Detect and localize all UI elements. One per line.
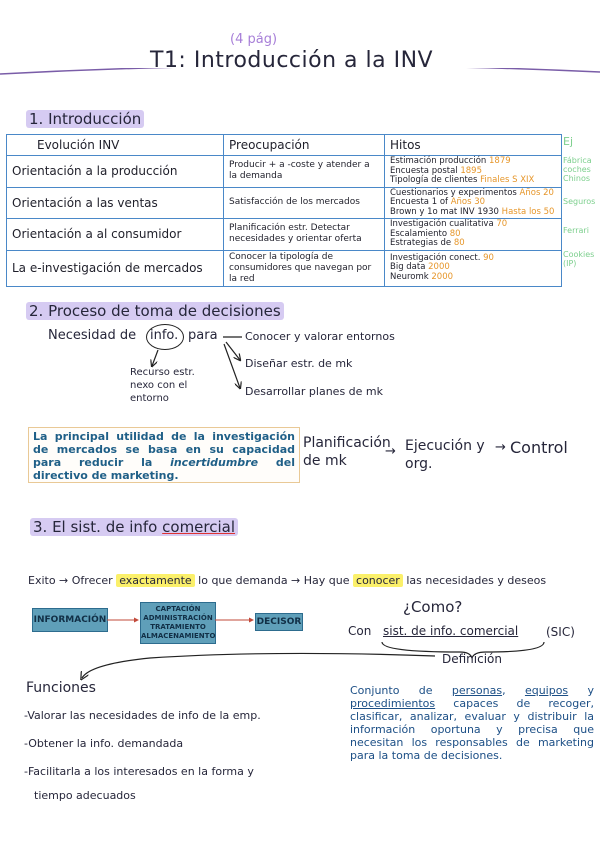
sic-term: sist. de info. comercial: [383, 624, 519, 638]
table-row: [7, 187, 562, 219]
branch-conocer: Conocer y valorar entornos: [245, 330, 395, 343]
resource-note: Recurso estr. nexo con el entorno: [130, 367, 195, 404]
function-item: -Obtener la info. demandada: [24, 737, 184, 750]
flow-ejecucion: Ejecución y org.: [405, 438, 485, 472]
side-column-header: Ej: [563, 135, 574, 148]
function-item: -Facilitarla a los interesados en la forma y: [24, 765, 254, 778]
side-example: Seguros: [563, 197, 596, 206]
flow-control: Control: [510, 438, 568, 457]
table-row: [7, 156, 562, 188]
branch-disenar: Diseñar estr. de mk: [245, 357, 353, 370]
funciones-heading: Funciones: [26, 680, 96, 696]
table-header-row: [7, 135, 562, 156]
section-1-heading: 1. Introducción: [26, 110, 144, 128]
information-box: INFORMACIÓN: [32, 608, 108, 632]
inv-evolution-table: [6, 134, 562, 287]
como-question: ¿Como?: [403, 598, 463, 616]
cell-hitos: Cuestionarios y experimentos Años 20 Encuesta 1 of Años 30 Brown y 1o mat INV 1930 Hasta los 50: [385, 187, 562, 219]
sic-abbreviation: (SIC): [546, 625, 575, 639]
info-word: info.: [150, 328, 179, 343]
section-3-heading: 3. El sist. de info comercial: [30, 518, 238, 536]
side-example: Fábrica coches Chinos: [563, 156, 592, 183]
flow-arrow-icon: →: [385, 444, 396, 459]
branch-desarrollar: Desarrollar planes de mk: [245, 385, 383, 398]
cell-preocupacion: Planificación estr. Detectar necesidades y orientar oferta: [224, 219, 385, 251]
sic-definition: Conjunto de personas, equipos y procedimientos capaces de recoger, clasificar, analizar, evaluar y distribuir la información oportuna y precisa que necesitan los responsables de marketing para la toma de decisiones.: [350, 684, 595, 762]
page-title: T1: Introducción a la INV: [150, 48, 434, 73]
cell-evolucion: Orientación a las ventas: [7, 187, 224, 219]
col-header-hitos: Hitos: [385, 135, 562, 156]
function-item: tiempo adecuados: [34, 789, 136, 802]
key-utility-callout: La principal utilidad de la investigación de mercados se basa en su capacidad para reducir la incertidumbre del directivo de marketing.: [28, 427, 300, 483]
cell-preocupacion: Satisfacción de los mercados: [224, 187, 385, 219]
success-line: Exito → Ofrecer exactamente lo que demanda → Hay que conocer las necesidades y deseos: [28, 574, 547, 587]
cell-evolucion: Orientación a la producción: [7, 156, 224, 188]
flow-planificacion: Planificación de mk: [303, 435, 391, 469]
table-row: [7, 219, 562, 251]
page-count-note: (4 pág): [230, 32, 278, 47]
process-box: CAPTACIÓN ADMINISTRACIÓN TRATAMIENTO ALMACENAMIENTO: [140, 602, 216, 644]
side-example: Ferrari: [563, 226, 589, 235]
table-row: [7, 250, 562, 286]
col-header-preocupacion: Preocupación: [224, 135, 385, 156]
col-header-evolucion: Evolución INV: [7, 135, 224, 156]
cell-hitos: Investigación conect. 90 Big data 2000 Neuromk 2000: [385, 250, 562, 286]
decisor-box: DECISOR: [255, 613, 303, 631]
side-example: Cookies (IP): [563, 250, 595, 268]
need-label: Necesidad de: [48, 328, 137, 343]
cell-preocupacion: Conocer la tipología de consumidores que navegan por la red: [224, 250, 385, 286]
flow-arrow-icon: →: [495, 440, 506, 455]
flow-connector-arrows: [105, 612, 260, 628]
cell-hitos: Estimación producción 1879 Encuesta postal 1895 Tipología de clientes Finales S XIX: [385, 156, 562, 188]
function-item: -Valorar las necesidades de info de la emp.: [24, 709, 261, 722]
definicion-label: Definición: [442, 652, 502, 666]
cell-preocupacion: Producir + a -coste y atender a la demanda: [224, 156, 385, 188]
con-word: Con: [348, 624, 372, 638]
cell-hitos: Investigación cualitativa 70 Escalamiento 80 Estrategias de 80: [385, 219, 562, 251]
cell-evolucion: Orientación a al consumidor: [7, 219, 224, 251]
section-2-heading: 2. Proceso de toma de decisiones: [26, 302, 284, 320]
para-word: para: [188, 328, 218, 343]
cell-evolucion: La e-investigación de mercados: [7, 250, 224, 286]
